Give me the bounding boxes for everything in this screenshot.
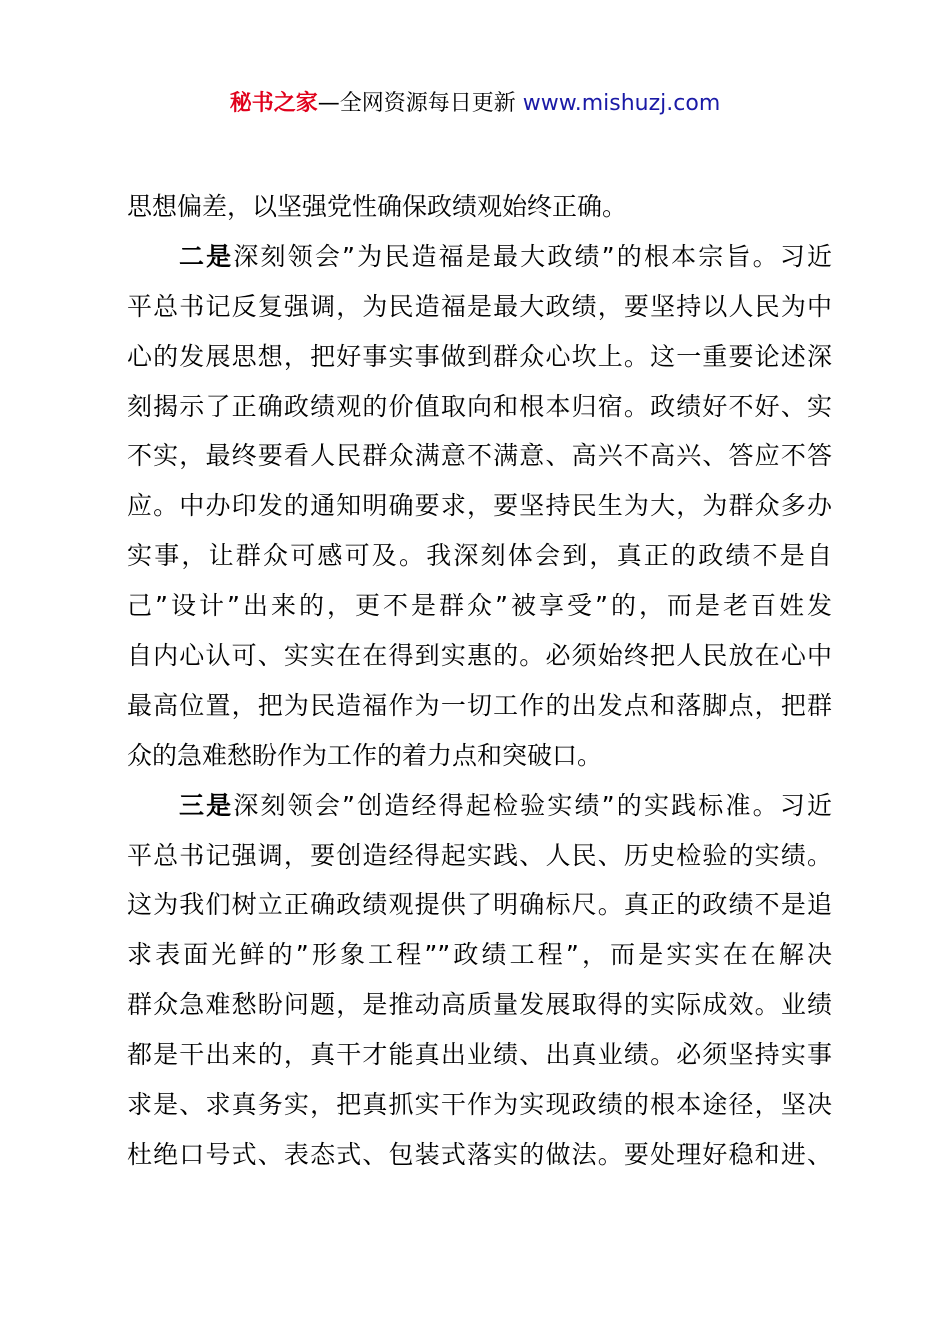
text-line: 求表面光鲜的”形象工程””政绩工程”，而是实实在在解决 (127, 940, 832, 970)
text-line: 这为我们树立正确政绩观提供了明确标尺。真正的政绩不是追 (127, 890, 832, 920)
text-line: 杜绝口号式、表态式、包装式落实的做法。要处理好稳和进、 (127, 1139, 832, 1169)
text-line: 平总书记强调，要创造经得起实践、人民、历史检验的实绩。 (127, 840, 832, 870)
text-line: 己”设计”出来的，更不是群众”被享受”的，而是老百姓发 (127, 591, 832, 621)
site-tagline: —全网资源每日更新 (317, 91, 523, 116)
page-header (0, 88, 950, 120)
text-line: 心的发展思想，把好事实事做到群众心坎上。这一重要论述深 (127, 341, 832, 371)
text-line: 不实，最终要看人民群众满意不满意、高兴不高兴、答应不答 (127, 441, 832, 471)
paragraph-lead: 二是 (179, 241, 234, 271)
site-url-link[interactable]: www.mishuzj.com (522, 91, 721, 116)
paragraph-first-line (127, 781, 832, 831)
text-line: 自内心认可、实实在在得到实惠的。必须始终把人民放在心中 (127, 641, 832, 671)
text-line: 应。中办印发的通知明确要求，要坚持民生为大，为群众多办 (127, 491, 832, 521)
text-line: 思想偏差，以坚强党性确保政绩观始终正确。 (127, 192, 628, 221)
text-segment: 深刻领会”创造经得起检验实绩”的实践标准。习近 (233, 790, 832, 820)
text-line: 最高位置，把为民造福作为一切工作的出发点和落脚点，把群 (127, 690, 832, 720)
paragraph-lead: 三是 (179, 790, 234, 820)
text-line: 众的急难愁盼作为工作的着力点和突破口。 (127, 740, 603, 770)
site-brand: 秘书之家 (229, 91, 318, 116)
text-segment: 深刻领会”为民造福是最大政绩”的根本宗旨。习近 (233, 241, 832, 271)
text-line: 都是干出来的，真干才能真出业绩、出真业绩。必须坚持实事 (127, 1040, 832, 1070)
text-line: 平总书记反复强调，为民造福是最大政绩，要坚持以人民为中 (127, 291, 832, 321)
paragraph-first-line (127, 232, 832, 282)
text-line: 实事，让群众可感可及。我深刻体会到，真正的政绩不是自 (127, 541, 832, 571)
text-line: 求是、求真务实，把真抓实干作为实现政绩的根本途径，坚决 (127, 1090, 832, 1120)
document-body (127, 182, 832, 1180)
text-line: 群众急难愁盼问题，是推动高质量发展取得的实际成效。业绩 (127, 990, 832, 1020)
text-line: 刻揭示了正确政绩观的价值取向和根本归宿。政绩好不好、实 (127, 391, 832, 421)
